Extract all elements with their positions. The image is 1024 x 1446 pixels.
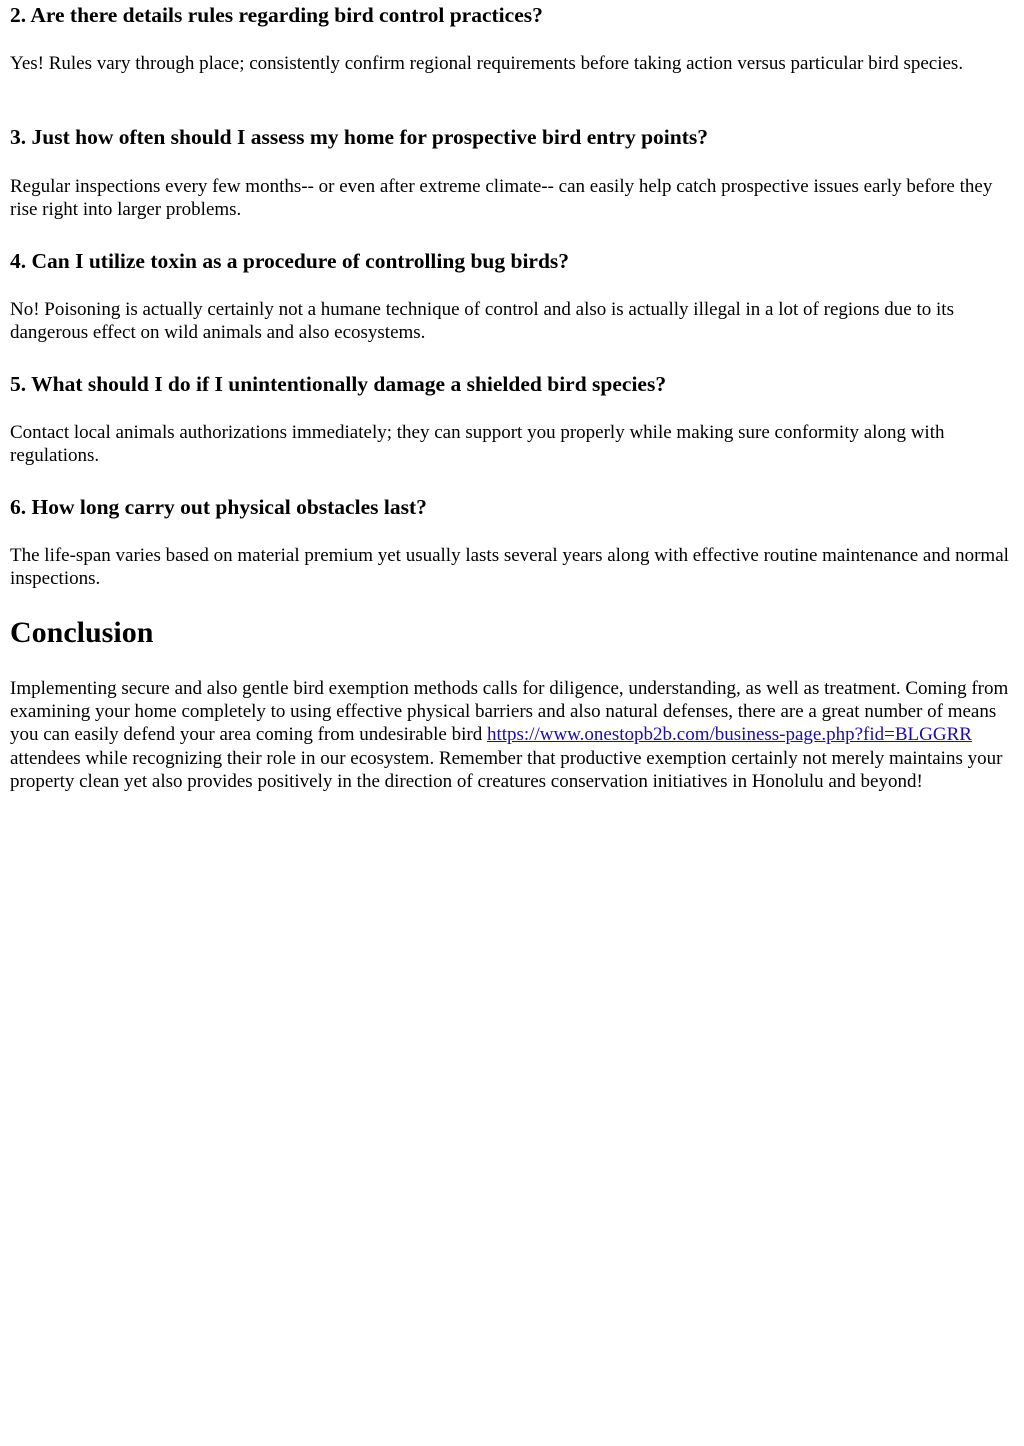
faq-answer-6: The life-span varies based on material premium yet usually lasts several years along with effective routine maintenance and normal inspections.	[10, 545, 1009, 589]
faq-answer-2: Yes! Rules vary through place; consistently confirm regional requirements before taking action versus particular bird species.	[10, 53, 964, 74]
faq-question-2: 2. Are there details rules regarding bird control practices?	[10, 3, 543, 27]
conclusion-text-after-link: attendees while recognizing their role in our ecosystem. Remember that productive exemption certainly not merely maintains your property clean yet also provides positively in the direction of creatures conservation initiatives in Honolulu and beyond!	[10, 747, 1003, 792]
faq-question-3: 3. Just how often should I assess my home for prospective bird entry points?	[10, 125, 709, 149]
conclusion-paragraph	[10, 677, 1014, 793]
faq-answer-4: No! Poisoning is actually certainly not a humane technique of control and also is actually illegal in a lot of regions due to its dangerous effect on wild animals and also ecosystems.	[10, 299, 954, 343]
faq-question-5: 5. What should I do if I unintentionally damage a shielded bird species?	[10, 372, 667, 396]
conclusion-text-before-link: Implementing secure and also gentle bird exemption methods calls for diligence, understanding, as well as treatment. Coming from examining your home completely to using effective physical barriers and also natural defenses, there are a great number of means you can easily defend your area coming from undesirable bird	[10, 678, 1009, 746]
business-page-link[interactable]: https://www.onestopb2b.com/business-page.php?fid=BLGGRR	[486, 724, 972, 746]
faq-question-6: 6. How long carry out physical obstacles last?	[10, 495, 427, 519]
faq-question-4: 4. Can I utilize toxin as a procedure of controlling bug birds?	[10, 249, 570, 273]
conclusion-heading: Conclusion	[10, 616, 154, 649]
faq-answer-3: Regular inspections every few months-- or even after extreme climate-- can easily help catch prospective issues early before they rise right into larger problems.	[10, 176, 993, 220]
faq-answer-5: Contact local animals authorizations immediately; they can support you properly while making sure conformity along with regulations.	[10, 422, 945, 466]
